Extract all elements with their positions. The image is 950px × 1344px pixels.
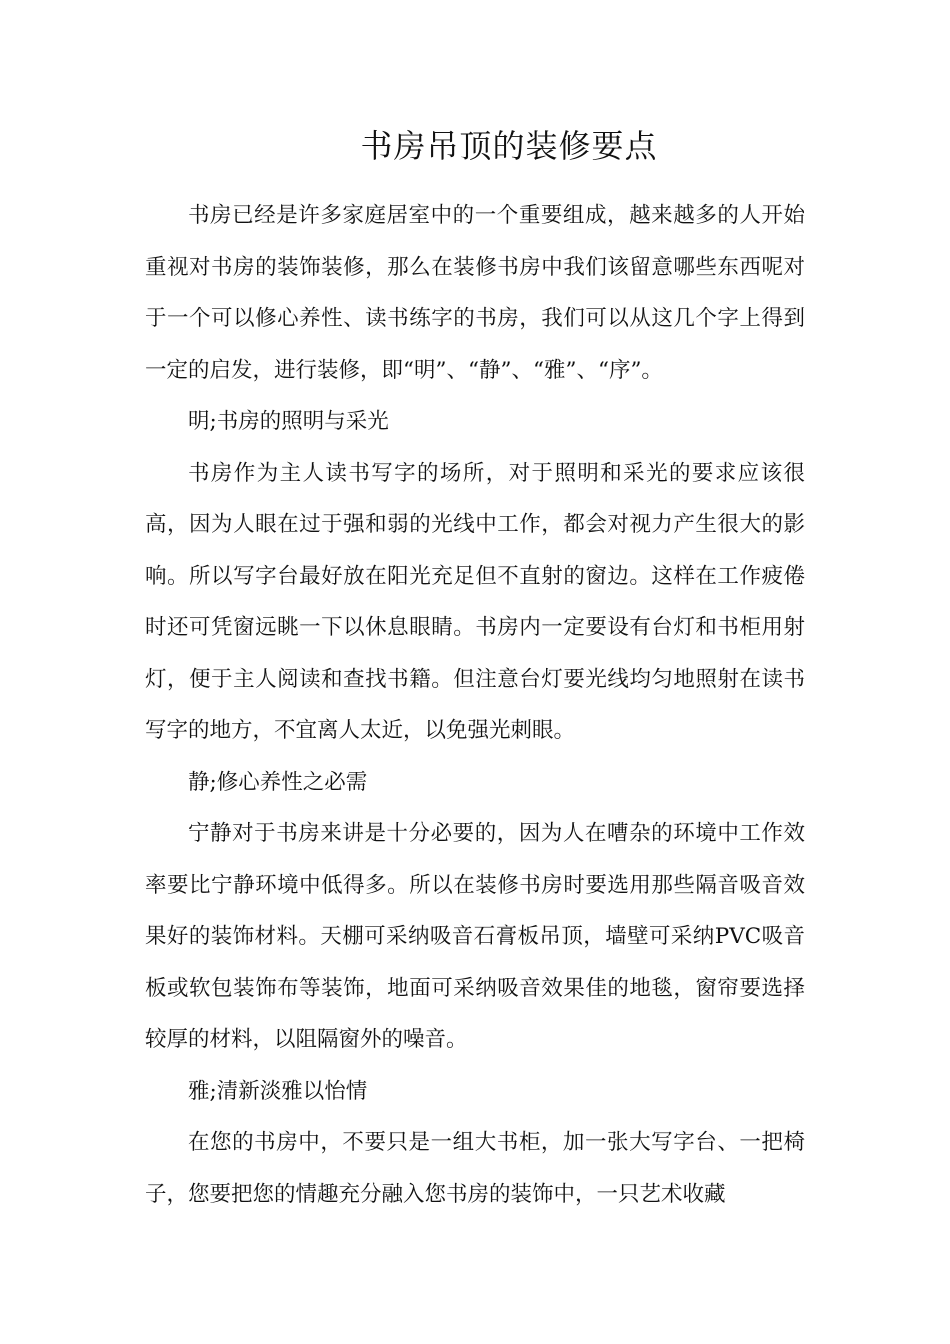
quiet-paragraph: 宁静对于书房来讲是十分必要的，因为人在嘈杂的环境中工作效率要比宁静环境中低得多。所以在装修书房时要选用那些隔音吸音效果好的装饰材料。天棚可采纳吸音石膏板吊顶，墙壁可采纳PVC吸音板或软包装饰布等装饰，地面可采纳吸音效果佳的地毯，窗帘要选择较厚的材料，以阻隔窗外的噪音。 [145,821,805,1052]
section-heading-ya: 雅;清新淡雅以怡情 [188,1078,368,1104]
intro-paragraph: 书房已经是许多家庭居室中的一个重要组成，越来越多的人开始重视对书房的装饰装修，那么在装修书房中我们该留意哪些东西呢对于一个可以修心养性、读书练字的书房，我们可以从这几个字上得到一定的启发，进行装修，即“明”、“静”、“雅”、“序”。 [145,203,805,383]
document-body [145,190,805,1220]
section-heading-ming: 明;书房的照明与采光 [188,409,389,434]
elegance-paragraph: 在您的书房中，不要只是一组大书柜，加一张大写字台、一把椅子，您要把您的情趣充分融入您书房的装饰中，一只艺术收藏 [145,1130,805,1207]
lighting-paragraph: 书房作为主人读书写字的场所，对于照明和采光的要求应该很高，因为人眼在过于强和弱的光线中工作，都会对视力产生很大的影响。所以写字台最好放在阳光充足但不直射的窗边。这样在工作疲倦时还可凭窗远眺一下以休息眼睛。书房内一定要设有台灯和书柜用射灯，便于主人阅读和查找书籍。但注意台灯要光线均匀地照射在读书写字的地方，不宜离人太近，以免强光刺眼。 [145,460,805,743]
page-title: 书房吊顶的装修要点 [360,127,658,165]
section-heading-jing: 静;修心养性之必需 [188,769,368,795]
